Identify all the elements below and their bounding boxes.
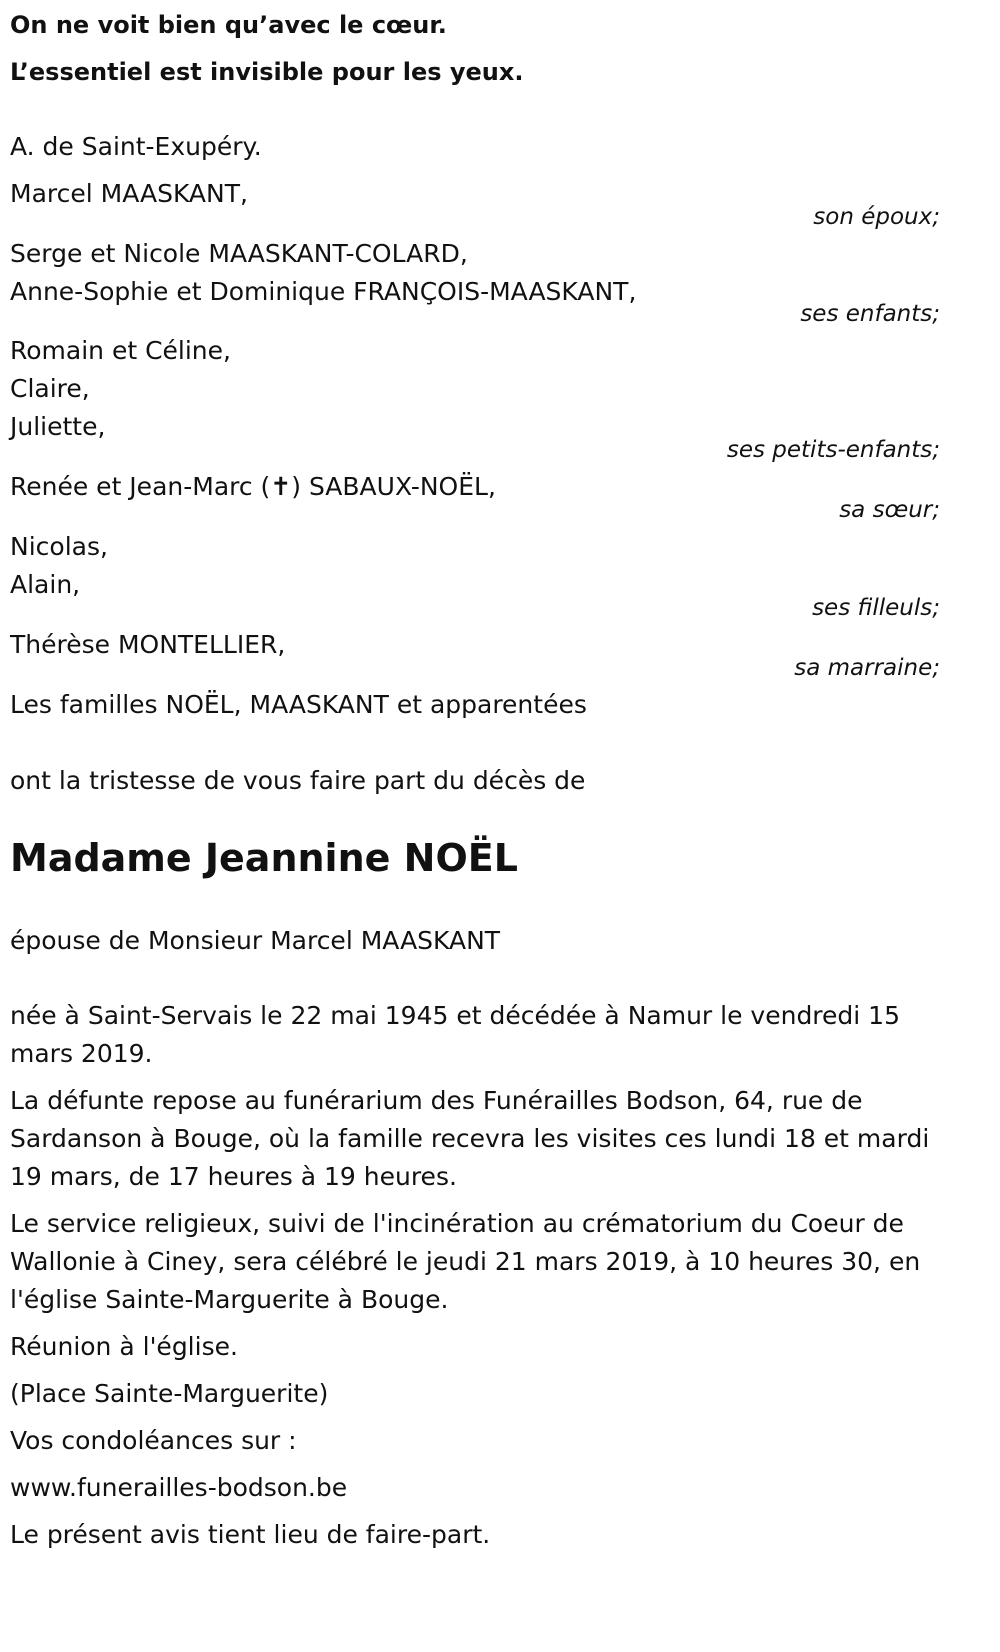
family-extended: Les familles NOËL, MAASKANT et apparentées bbox=[10, 690, 587, 719]
family-godchild-2: Alain, bbox=[10, 570, 81, 599]
spouse-of: épouse de Monsieur Marcel MAASKANT bbox=[10, 926, 501, 955]
family-godmother: Thérèse MONTELLIER, bbox=[10, 630, 286, 659]
deceased-name: Madame Jeannine NOËL bbox=[10, 836, 518, 880]
condolences-website-link[interactable]: www.funerailles-bodson.be bbox=[10, 1473, 348, 1502]
family-sister: Renée et Jean-Marc (✝) SABAUX-NOËL, bbox=[10, 472, 496, 501]
family-child-1: Serge et Nicole MAASKANT-COLARD, bbox=[10, 239, 468, 268]
meeting-note: Réunion à l'église. bbox=[10, 1332, 238, 1361]
family-grandchild-1: Romain et Céline, bbox=[10, 336, 231, 365]
family-child-2: Anne-Sophie et Dominique FRANÇOIS-MAASKANT, bbox=[10, 277, 637, 306]
family-godmother-role: sa marraine; bbox=[794, 655, 940, 681]
condolences-label: Vos condoléances sur : bbox=[10, 1426, 297, 1455]
epigraph-line-1: On ne voit bien qu’avec le cœur. bbox=[10, 11, 447, 39]
epigraph-author: A. de Saint-Exupéry. bbox=[10, 132, 262, 161]
family-grandchildren-role: ses petits-enfants; bbox=[726, 437, 940, 463]
family-children-role: ses enfants; bbox=[800, 301, 940, 327]
family-grandchild-2: Claire, bbox=[10, 374, 90, 403]
notice-footer: Le présent avis tient lieu de faire-part. bbox=[10, 1520, 491, 1549]
announcement-intro: ont la tristesse de vous faire part du décès de bbox=[10, 766, 586, 795]
family-godchild-1: Nicolas, bbox=[10, 532, 108, 561]
meeting-place: (Place Sainte-Marguerite) bbox=[10, 1379, 329, 1408]
service-details: Le service religieux, suivi de l'incinération au crématorium du Coeur de Wallonie à Ciney, sera célébré le jeudi 21 mars 2019, à 10 heures 30, en l'église Sainte-Marguerite à Bouge. bbox=[10, 1209, 921, 1314]
birth-death-details: née à Saint-Servais le 22 mai 1945 et décédée à Namur le vendredi 15 mars 2019. bbox=[10, 1001, 900, 1068]
family-spouse: Marcel MAASKANT, bbox=[10, 179, 248, 208]
family-sister-role: sa sœur; bbox=[839, 497, 940, 523]
family-spouse-role: son époux; bbox=[813, 204, 940, 230]
epigraph-line-2: L’essentiel est invisible pour les yeux. bbox=[10, 58, 524, 86]
visitation-details: La défunte repose au funérarium des Funérailles Bodson, 64, rue de Sardanson à Bouge, où la famille recevra les visites ces lundi 18 et mardi 19 mars, de 17 heures à 19 heures. bbox=[10, 1086, 930, 1191]
family-godchildren-role: ses filleuls; bbox=[812, 595, 940, 621]
family-grandchild-3: Juliette, bbox=[10, 412, 106, 441]
